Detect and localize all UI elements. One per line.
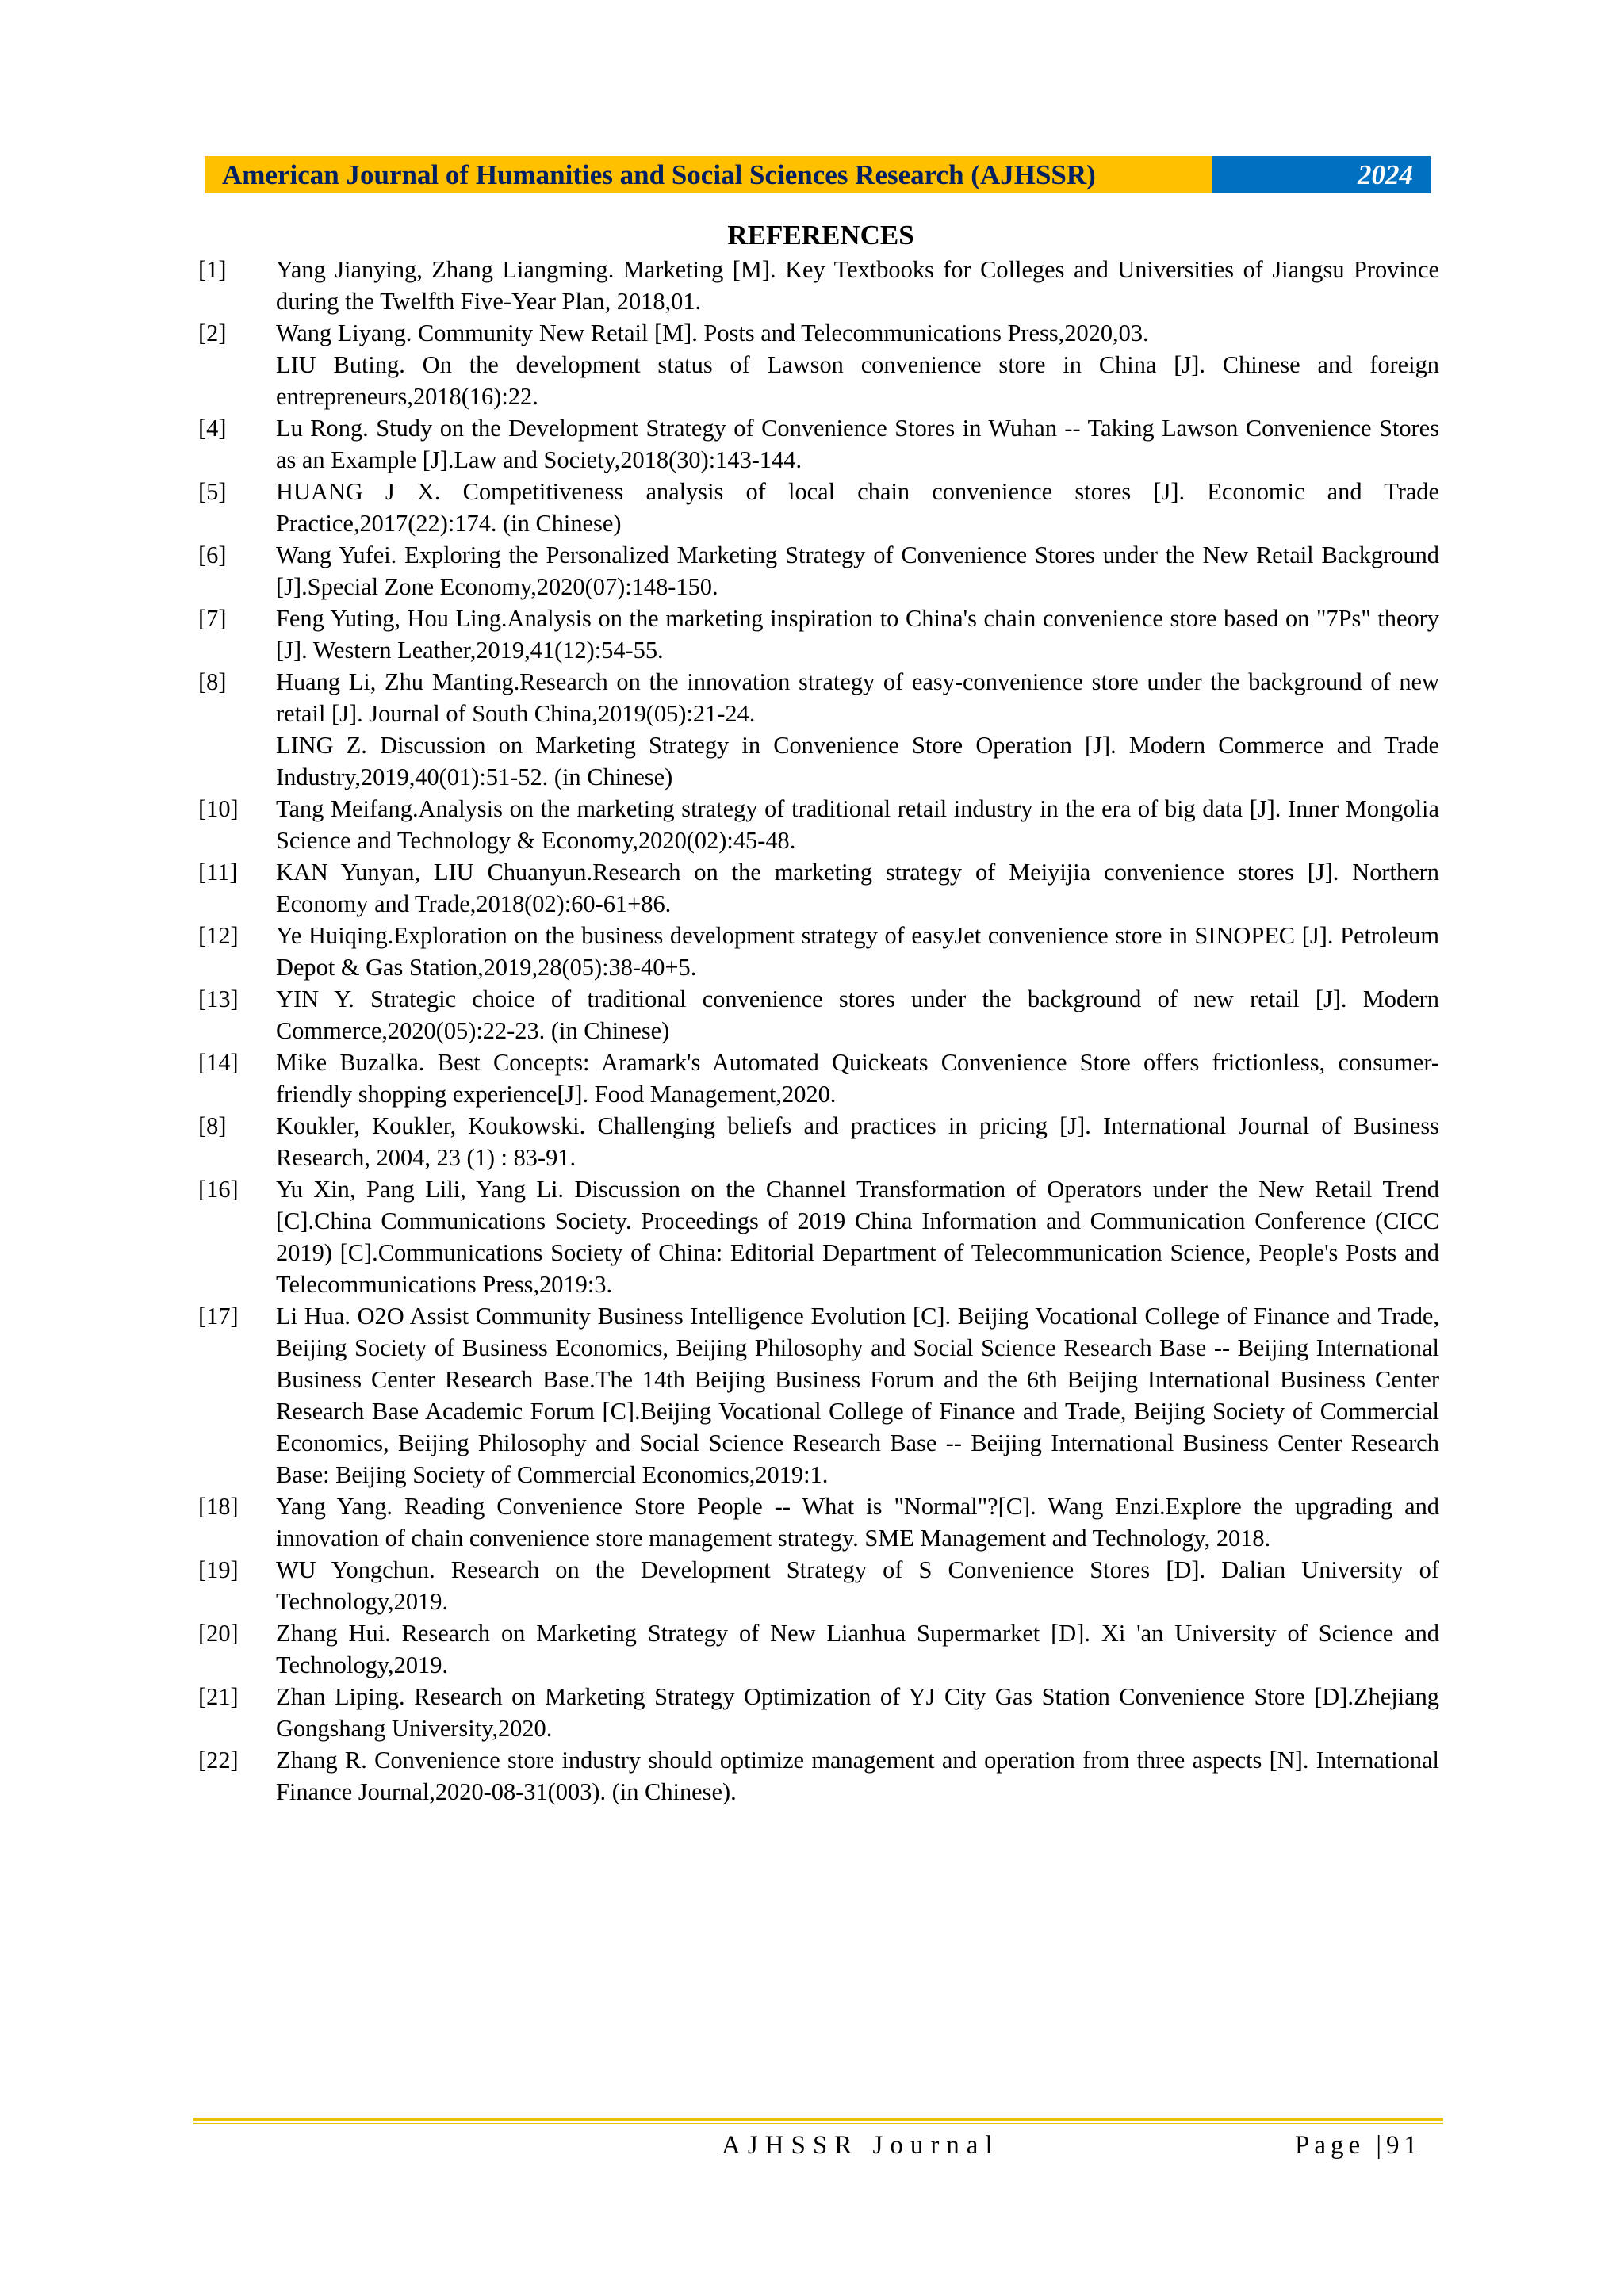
reference-item [198, 1490, 1439, 1554]
reference-text: LIU Buting. On the development status of Lawson convenience store in China [J]. Chinese and foreign entrepreneurs,2018(16):22. [276, 351, 1439, 410]
reference-item [198, 317, 1439, 349]
reference-number: [8] [198, 668, 227, 695]
reference-item [198, 920, 1439, 983]
reference-text: WU Yongchun. Research on the Development Strategy of S Convenience Stores [D]. Dalian University of Technology,2019. [276, 1556, 1439, 1615]
reference-number: [13] [198, 985, 239, 1012]
reference-number: [20] [198, 1620, 239, 1647]
reference-item [198, 729, 1439, 793]
footer-page-number: Page |91 [1295, 2131, 1423, 2160]
reference-text: Huang Li, Zhu Manting.Research on the innovation strategy of easy-convenience store under the background of new retail [J]. Journal of South China,2019(05):21-24. [276, 668, 1439, 727]
reference-number: [12] [198, 922, 239, 949]
reference-item [198, 1744, 1439, 1808]
reference-number: [7] [198, 605, 227, 632]
reference-number: [5] [198, 478, 227, 505]
reference-text: Tang Meifang.Analysis on the marketing strategy of traditional retail industry in the era of big data [J]. Inner Mongolia Science and Technology & Economy,2020(02):45-48. [276, 795, 1439, 854]
reference-item [198, 1681, 1439, 1744]
reference-number: [6] [198, 541, 227, 568]
reference-item [198, 254, 1439, 317]
reference-text: YIN Y. Strategic choice of traditional convenience stores under the background of new retail [J]. Modern Commerce,2020(05):22-23. (in Chinese) [276, 985, 1439, 1044]
reference-text: Yu Xin, Pang Lili, Yang Li. Discussion on the Channel Transformation of Operators under the New Retail Trend [C].China Communications Society. Proceedings of 2019 China Information and Communication Conference (CICC 2019) [C].Communications Society of China: Editorial Department of Telecommunication Science, People's Posts and Telecommunications Press,2019:3. [276, 1176, 1439, 1298]
reference-number: [11] [198, 859, 238, 886]
reference-item [198, 1554, 1439, 1617]
reference-number: [2] [198, 320, 227, 346]
reference-item [198, 1173, 1439, 1300]
journal-title: American Journal of Humanities and Social Sciences Research (AJHSSR) [205, 156, 1212, 193]
reference-text: Zhang R. Convenience store industry should optimize management and operation from three aspects [N]. International Finance Journal,2020-08-31(003). (in Chinese). [276, 1747, 1439, 1805]
references-heading: REFERENCES [727, 220, 914, 251]
footer-rule-thin [193, 2123, 1443, 2124]
reference-item [198, 983, 1439, 1047]
reference-item [198, 856, 1439, 920]
reference-text: Koukler, Koukler, Koukowski. Challenging beliefs and practices in pricing [J]. International Journal of Business Research, 2004, 23 (1) : 83-91. [276, 1112, 1439, 1171]
reference-item [198, 412, 1439, 476]
reference-number: [16] [198, 1176, 239, 1203]
reference-text: Yang Yang. Reading Convenience Store People -- What is "Normal"?[C]. Wang Enzi.Explore the upgrading and innovation of chain convenience store management strategy. SME Management and Technology, 2018. [276, 1493, 1439, 1552]
reference-text: KAN Yunyan, LIU Chuanyun.Research on the marketing strategy of Meiyijia convenience stores [J]. Northern Economy and Trade,2018(02):60-61+86. [276, 859, 1439, 917]
reference-text: Yang Jianying, Zhang Liangming. Marketing [M]. Key Textbooks for Colleges and Universities of Jiangsu Province during the Twelfth Five-Year Plan, 2018,01. [276, 256, 1439, 315]
reference-text: Zhang Hui. Research on Marketing Strategy of New Lianhua Supermarket [D]. Xi 'an University of Science and Technology,2019. [276, 1620, 1439, 1678]
reference-item [198, 539, 1439, 603]
reference-text: Li Hua. O2O Assist Community Business Intelligence Evolution [C]. Beijing Vocational College of Finance and Trade, Beijing Society of Business Economics, Beijing Philosophy and Social Science Research Base -- Beijing International Business Center Research Base.The 14th Beijing Business Forum and the 6th Beijing International Business Center Research Base Academic Forum [C].Beijing Vocational College of Finance and Trade, Beijing Society of Commercial Economics, Beijing Philosophy and Social Science Research Base -- Beijing International Business Center Research Base: Beijing Society of Commercial Economics,2019:1. [276, 1303, 1439, 1488]
reference-number: [1] [198, 256, 227, 283]
footer-rule [193, 2118, 1443, 2121]
reference-text: Lu Rong. Study on the Development Strategy of Convenience Stores in Wuhan -- Taking Lawson Convenience Stores as an Example [J].Law and Society,2018(30):143-144. [276, 415, 1439, 473]
reference-item [198, 793, 1439, 856]
journal-year: 2024 [1212, 156, 1431, 193]
reference-text: Wang Yufei. Exploring the Personalized Marketing Strategy of Convenience Stores under the New Retail Background [J].Special Zone Economy,2020(07):148-150. [276, 541, 1439, 600]
reference-text: Ye Huiqing.Exploration on the business development strategy of easyJet convenience store in SINOPEC [J]. Petroleum Depot & Gas Station,2019,28(05):38-40+5. [276, 922, 1439, 981]
reference-number [198, 729, 276, 793]
references-list [198, 254, 1439, 1808]
reference-item [198, 603, 1439, 666]
footer-journal-name: AJHSSR Journal [722, 2131, 1000, 2160]
reference-text: LING Z. Discussion on Marketing Strategy in Convenience Store Operation [J]. Modern Commerce and Trade Industry,2019,40(01):51-52. (in Chinese) [276, 732, 1439, 790]
reference-item [198, 1300, 1439, 1490]
reference-text: Zhan Liping. Research on Marketing Strategy Optimization of YJ City Gas Station Convenience Store [D].Zhejiang Gongshang University,2020. [276, 1683, 1439, 1742]
reference-text: HUANG J X. Competitiveness analysis of local chain convenience stores [J]. Economic and Trade Practice,2017(22):174. (in Chinese) [276, 478, 1439, 537]
reference-number: [22] [198, 1747, 239, 1774]
reference-number: [21] [198, 1683, 239, 1710]
reference-item [198, 476, 1439, 539]
reference-item [198, 1047, 1439, 1110]
reference-item [198, 349, 1439, 412]
journal-header-bar [205, 156, 1431, 193]
reference-item [198, 1110, 1439, 1173]
reference-item [198, 666, 1439, 729]
reference-number: [8] [198, 1112, 227, 1139]
reference-item [198, 1617, 1439, 1681]
reference-number [198, 349, 276, 412]
reference-number: [19] [198, 1556, 239, 1583]
reference-text: Mike Buzalka. Best Concepts: Aramark's Automated Quickeats Convenience Store offers frictionless, consumer-friendly shopping experience[J]. Food Management,2020. [276, 1049, 1439, 1108]
reference-number: [14] [198, 1049, 239, 1076]
reference-number: [4] [198, 415, 227, 442]
reference-text: Feng Yuting, Hou Ling.Analysis on the marketing inspiration to China's chain convenience store based on "7Ps" theory [J]. Western Leather,2019,41(12):54-55. [276, 605, 1439, 664]
reference-number: [10] [198, 795, 239, 822]
reference-number: [17] [198, 1303, 239, 1330]
reference-text: Wang Liyang. Community New Retail [M]. Posts and Telecommunications Press,2020,03. [276, 320, 1149, 346]
reference-number: [18] [198, 1493, 239, 1520]
